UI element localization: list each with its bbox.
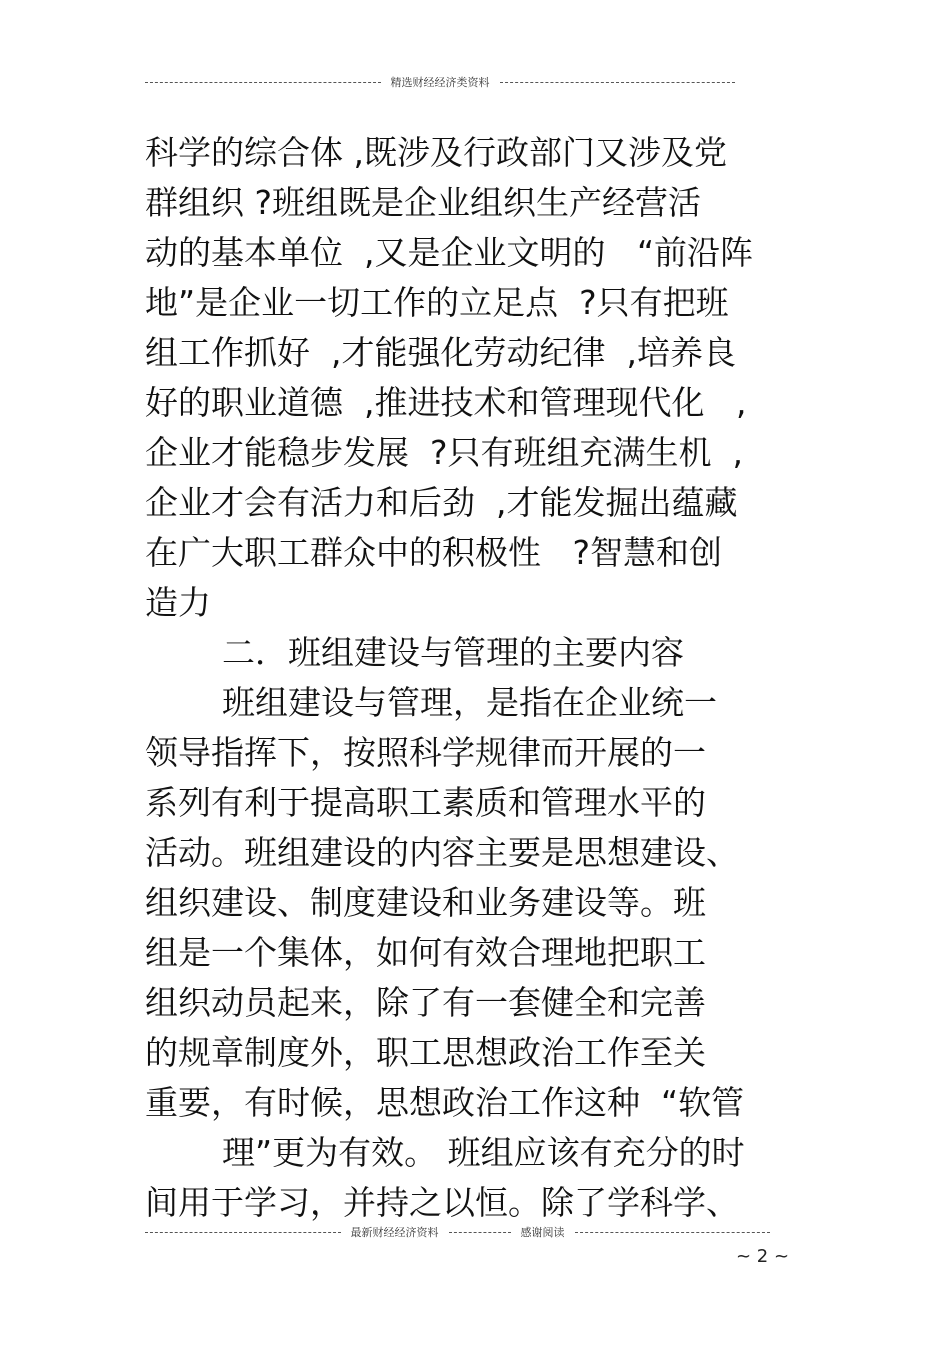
text-line: 组织建设、制度建设和业务建设等。班	[145, 883, 706, 922]
text-line: 组工作抓好 ,才能强化劳动纪律 ,培养良	[145, 333, 736, 372]
page-footer	[145, 1222, 770, 1242]
text-line: 二．班组建设与管理的主要内容	[222, 633, 684, 672]
text-line: 好的职业道德 ,推进技术和管理现代化 ,	[145, 383, 747, 422]
text-line: 系列有利于提高职工素质和管理水平的	[145, 783, 706, 822]
page-number: ~ 2 ~	[736, 1246, 790, 1267]
text-line: 组织动员起来，除了有一套健全和完善	[145, 983, 706, 1022]
footer-right-text: 感谢阅读	[520, 1226, 565, 1239]
text-line: 企业才能稳步发展 ?只有班组充满生机 ,	[145, 433, 743, 472]
text-line: 活动。班组建设的内容主要是思想建设、	[145, 833, 739, 872]
text-line: 重要，有时候，思想政治工作这种 “软管	[145, 1083, 745, 1122]
page-header	[145, 72, 735, 92]
text-line: 的规章制度外，职工思想政治工作至关	[145, 1033, 706, 1072]
text-line: 班组建设与管理，是指在企业统一	[222, 683, 717, 722]
text-line: 造力	[145, 583, 211, 622]
text-line: 理”更为有效。 班组应该有充分的时	[222, 1133, 745, 1172]
footer-dash-middle	[449, 1232, 511, 1233]
text-line: 科学的综合体 ,既涉及行政部门又涉及党	[145, 133, 727, 172]
text-line: 间用于学习，并持之以恒。除了学科学、	[145, 1183, 739, 1222]
text-line: 动的基本单位 ,又是企业文明的 “前沿阵	[145, 233, 754, 272]
text-line: 在广大职工群众中的积极性 ?智慧和创	[145, 533, 722, 572]
footer-dash-left	[145, 1232, 341, 1233]
header-dash-right	[500, 82, 736, 83]
footer-dash-right	[575, 1232, 771, 1233]
text-line: 领导指挥下，按照科学规律而开展的一	[145, 733, 706, 772]
header-dash-left	[145, 82, 381, 83]
document-body	[145, 128, 825, 1228]
text-line: 企业才会有活力和后劲 ,才能发掘出蕴藏	[145, 483, 738, 522]
text-line: 地”是企业一切工作的立足点 ?只有把班	[145, 283, 729, 322]
header-text: 精选财经经济类资料	[390, 76, 490, 89]
footer-left-text: 最新财经经济资料	[350, 1226, 439, 1239]
text-line: 群组织 ?班组既是企业组织生产经营活	[145, 183, 702, 222]
text-line: 组是一个集体，如何有效合理地把职工	[145, 933, 706, 972]
